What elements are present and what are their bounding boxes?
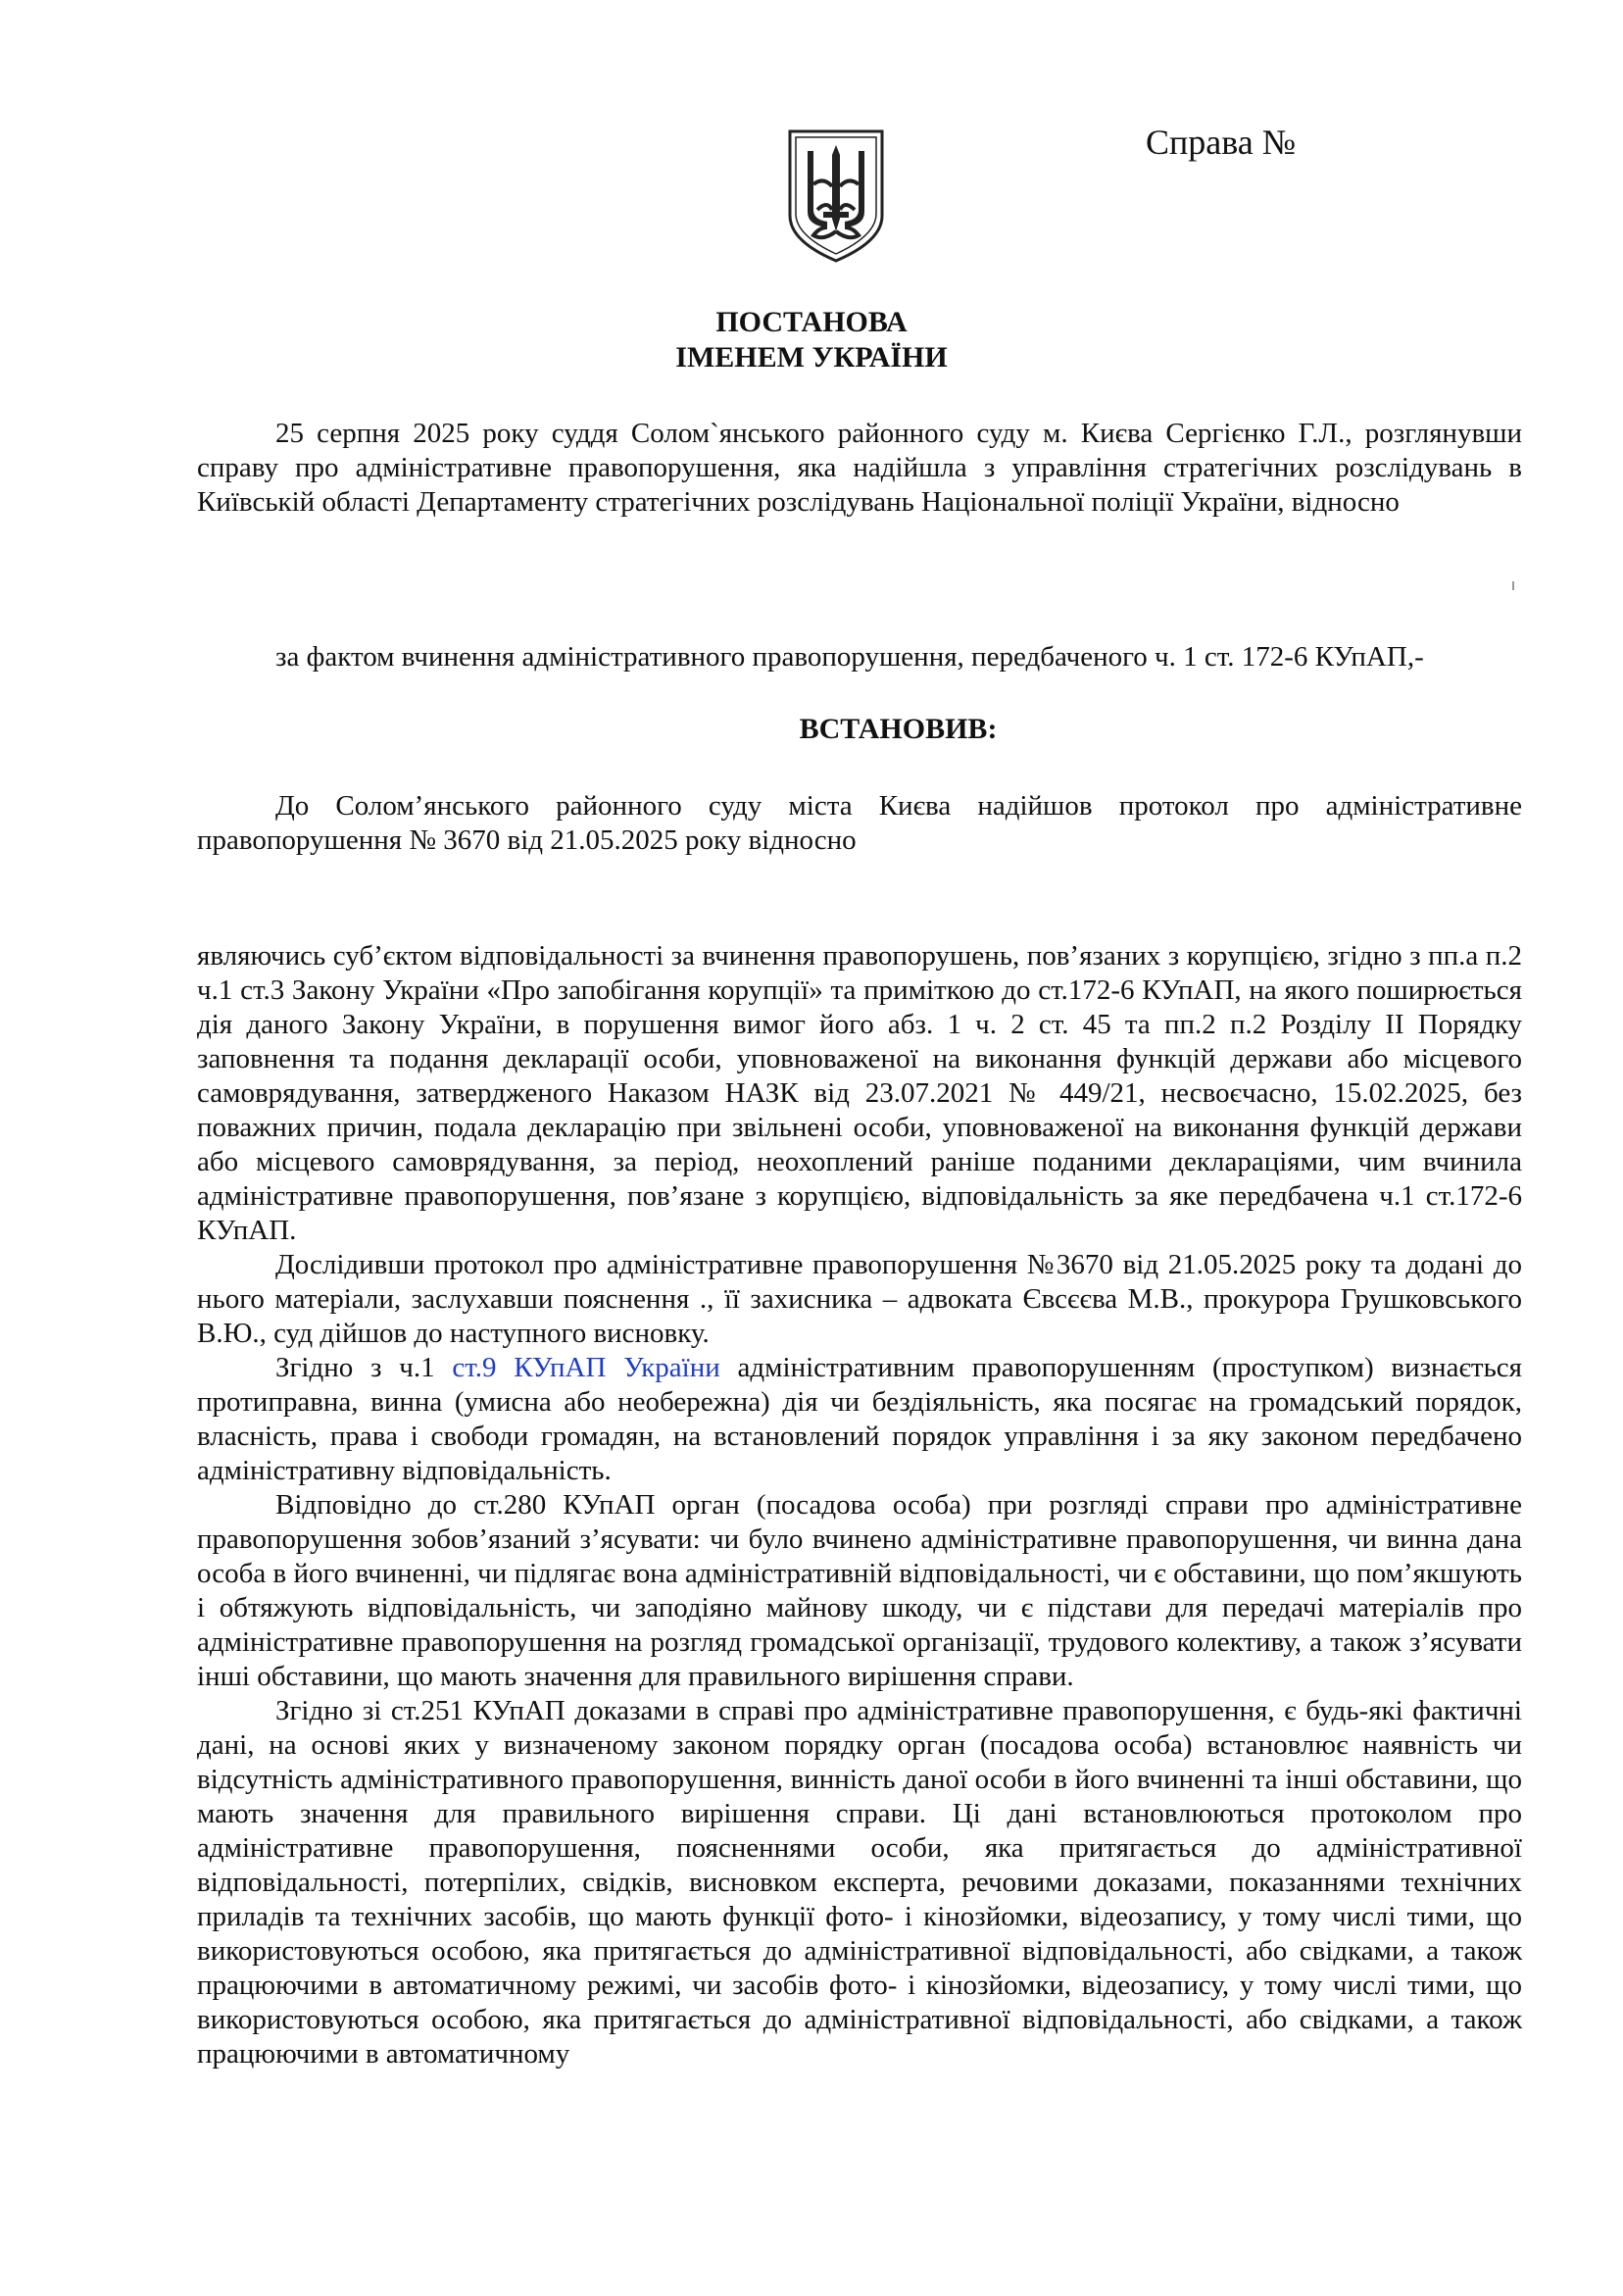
body-paragraph: являючись суб’єктом відповідальності за вчинення правопорушень, пов’язаних з корупцією, згідно з пп.а п.2 ч.1 ст.3 Закону України «Про запобігання корупції» та приміткою до ст.172-6 КУпАП, на якого поширюється дія даного Закону України, в порушення вимог його абз. 1 ч. 2 ст. 45 та пп.2 п.2 Розділу ІІ Порядку заповнення та подання декларації особи, уповноваженої на виконання функцій держави або місцевого самоврядування, затвердженого Наказом НАЗК від 23.07.2021 № 449/21, несвоєчасно, 15.02.2025, без поважних причин, подала декларацію при звільнені особи, уповноваженої на виконання функцій держави або місцевого самоврядування, за період, неохоплений раніше поданими деклараціями, чим вчинила адміністративне правопорушення, пов’язане з корупцією, відповідальність за яке передбачена ч.1 ст.172-6 КУпАП. [197, 940, 1522, 1246]
body-text: Згідно з ч.1 [275, 1352, 453, 1383]
protocol-text: До Солом’янського районного суду міста Києва надійшов протокол про адміністративне правопорушення № 3670 від 21.05.2025 року відносно [197, 790, 1522, 856]
section-heading: ВСТАНОВИВ: [799, 713, 998, 745]
ukraine-coat-of-arms-icon [784, 125, 888, 265]
intro-paragraph [197, 417, 1522, 520]
protocol-paragraph [197, 789, 1522, 858]
charge-text: за фактом вчинення адміністративного правопорушення, передбаченого ч. 1 ст. 172-6 КУпАП,- [275, 641, 1424, 673]
body-text: адміністративним правопорушенням (проступком) визнається протиправна, винна (умисна або необережна) дія чи бездіяльність, яка посягає на громадський порядок, власність, права і свободи громадян, на встановлений порядок управління і за яку законом передбачено адміністративну відповідальність. [197, 1352, 1523, 1486]
law-link[interactable]: ст.9 КУпАП України [452, 1352, 720, 1383]
redaction-mark [1512, 581, 1514, 590]
intro-text: 25 серпня 2025 року суддя Солом`янського районного суду м. Києва Сергієнко Г.Л., розглянувши справу про адміністративне правопорушення, яка надійшла з управління стратегічних розслідувань в Київській області Департаменту стратегічних розслідувань Національної поліції України, відносно [197, 418, 1522, 518]
document-subtitle: ІМЕНЕМ УКРАЇНИ [675, 341, 948, 374]
body-paragraph [197, 1351, 1522, 1488]
body-paragraph: Дослідивши протокол про адміністративне правопорушення №3670 від 21.05.2025 року та додані до нього матеріали, заслухавши пояснення ., її захисника – адвоката Євсєєва М.В., прокурора Грушковського В.Ю., суд дійшов до наступного висновку. [197, 1249, 1522, 1349]
case-number-label: Справа № [1146, 123, 1297, 162]
charge-paragraph [197, 640, 1522, 674]
body-paragraph: Відповідно до ст.280 КУпАП орган (посадова особа) при розгляді справи про адміністративне правопорушення зобов’язаний з’ясувати: чи було вчинено адміністративне правопорушення, чи винна дана особа в його вчиненні, чи підлягає вона адміністративній відповідальності, чи є обставини, що пом’якшують і обтяжують відповідальність, чи заподіяно майнову шкоду, чи є підстави для передачі матеріалів про адміністративне правопорушення на розгляд громадської організації, трудового колективу, а також з’ясувати інші обставини, що мають значення для правильного вирішення справи. [197, 1489, 1522, 1692]
document-title: ПОСТАНОВА [715, 306, 908, 338]
main-body [197, 939, 1522, 2071]
body-paragraph: Згідно зі ст.251 КУпАП доказами в справі про адміністративне правопорушення, є будь-які фактичні дані, на основі яких у визначеному законом порядку орган (посадова особа) встановлює наявність чи відсутність адміністративного правопорушення, винність даної особи в його вчиненні та інші обставини, що мають значення для правильного вирішення справи. Ці дані встановлюються протоколом про адміністративне правопорушення, поясненнями особи, яка притягається до адміністративної відповідальності, потерпілих, свідків, висновком експерта, речовими доказами, показаннями технічних приладів та технічних засобів, що мають функції фото- і кінозйомки, відеозапису, у тому числі тими, що використовуються особою, яка притягається до адміністративної відповідальності, або свідками, а також працюючими в автоматичному режимі, чи засобів фото- і кінозйомки, відеозапису, у тому числі тими, що використовуються особою, яка притягається до адміністративної відповідальності, або свідками, а також працюючими в автоматичному [197, 1695, 1522, 2070]
